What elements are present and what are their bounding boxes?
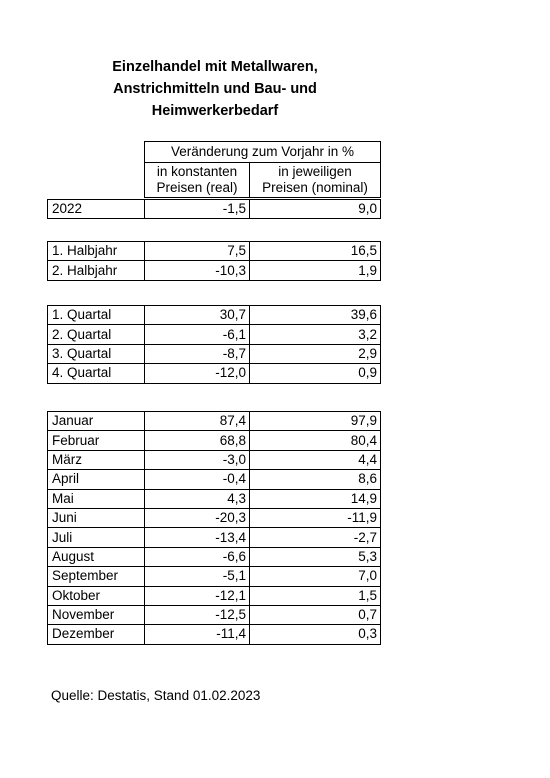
row-label: September: [48, 567, 145, 586]
nominal-value: 39,6: [250, 306, 381, 325]
row-label: 3. Quartal: [48, 344, 145, 363]
real-value: -1,5: [145, 200, 250, 219]
table-row: [48, 567, 381, 586]
nominal-value: 4,4: [250, 450, 381, 469]
table-row: [48, 450, 381, 469]
halves-table: [47, 241, 381, 281]
real-value: -12,0: [145, 364, 250, 383]
table-row: [48, 242, 381, 261]
table-row: [48, 508, 381, 527]
row-label: Januar: [48, 412, 145, 431]
row-label: November: [48, 605, 145, 624]
title-line-3: Heimwerkerbedarf: [151, 103, 279, 119]
table-header: [144, 141, 381, 198]
nominal-value: 7,0: [250, 567, 381, 586]
header-col-real: [145, 163, 250, 198]
real-value: -6,6: [145, 547, 250, 566]
real-value: -12,5: [145, 605, 250, 624]
header-col-real-line2: Preisen (real): [156, 180, 238, 195]
row-label: 2. Quartal: [48, 325, 145, 344]
nominal-value: 1,5: [250, 586, 381, 605]
nominal-value: 97,9: [250, 412, 381, 431]
nominal-value: 3,2: [250, 325, 381, 344]
nominal-value: -2,7: [250, 528, 381, 547]
row-label: Februar: [48, 431, 145, 450]
row-label: Juni: [48, 508, 145, 527]
table-row: [48, 547, 381, 566]
header-col-real-line1: in konstanten: [156, 164, 238, 179]
table-row: [48, 412, 381, 431]
real-value: -6,1: [145, 325, 250, 344]
row-label: 1. Halbjahr: [48, 242, 145, 261]
nominal-value: 9,0: [250, 200, 381, 219]
real-value: -8,7: [145, 344, 250, 363]
nominal-value: 1,9: [250, 261, 381, 280]
table-row: [48, 528, 381, 547]
nominal-value: 80,4: [250, 431, 381, 450]
nominal-value: 8,6: [250, 470, 381, 489]
table-row: [48, 325, 381, 344]
real-value: 4,3: [145, 489, 250, 508]
header-span: Veränderung zum Vorjahr in %: [145, 142, 381, 163]
row-label: 2022: [48, 200, 145, 219]
page-title: [60, 56, 370, 122]
table-row: [48, 200, 381, 219]
row-label: Oktober: [48, 586, 145, 605]
table-row: [48, 306, 381, 325]
nominal-value: 2,9: [250, 344, 381, 363]
row-label: 2. Halbjahr: [48, 261, 145, 280]
row-label: Juli: [48, 528, 145, 547]
table-row: [48, 489, 381, 508]
row-label: 4. Quartal: [48, 364, 145, 383]
real-value: -10,3: [145, 261, 250, 280]
real-value: -3,0: [145, 450, 250, 469]
title-line-1: Einzelhandel mit Metallwaren,: [112, 59, 318, 75]
table-row: [48, 431, 381, 450]
real-value: -12,1: [145, 586, 250, 605]
quarters-table: [47, 305, 381, 384]
table-row: [48, 586, 381, 605]
nominal-value: 0,9: [250, 364, 381, 383]
nominal-value: 0,3: [250, 625, 381, 644]
nominal-value: -11,9: [250, 508, 381, 527]
table-row: [48, 261, 381, 280]
header-col-nominal-line1: in jeweiligen: [278, 164, 352, 179]
table-row: [48, 470, 381, 489]
real-value: 30,7: [145, 306, 250, 325]
row-label: Mai: [48, 489, 145, 508]
real-value: -0,4: [145, 470, 250, 489]
nominal-value: 14,9: [250, 489, 381, 508]
nominal-value: 5,3: [250, 547, 381, 566]
real-value: -5,1: [145, 567, 250, 586]
real-value: -20,3: [145, 508, 250, 527]
row-label: April: [48, 470, 145, 489]
row-label: Dezember: [48, 625, 145, 644]
table-row: [48, 364, 381, 383]
year-table: [47, 199, 381, 219]
header-col-nominal: [250, 163, 381, 198]
header-col-nominal-line2: Preisen (nominal): [262, 180, 368, 195]
table-row: [48, 625, 381, 644]
row-label: 1. Quartal: [48, 306, 145, 325]
real-value: -11,4: [145, 625, 250, 644]
row-label: August: [48, 547, 145, 566]
nominal-value: 16,5: [250, 242, 381, 261]
real-value: 87,4: [145, 412, 250, 431]
real-value: 68,8: [145, 431, 250, 450]
table-row: [48, 344, 381, 363]
months-table: [47, 411, 381, 645]
real-value: 7,5: [145, 242, 250, 261]
table-row: [48, 605, 381, 624]
row-label: März: [48, 450, 145, 469]
title-line-2: Anstrichmitteln und Bau- und: [113, 81, 317, 97]
real-value: -13,4: [145, 528, 250, 547]
nominal-value: 0,7: [250, 605, 381, 624]
source-note: Quelle: Destatis, Stand 01.02.2023: [51, 688, 261, 703]
